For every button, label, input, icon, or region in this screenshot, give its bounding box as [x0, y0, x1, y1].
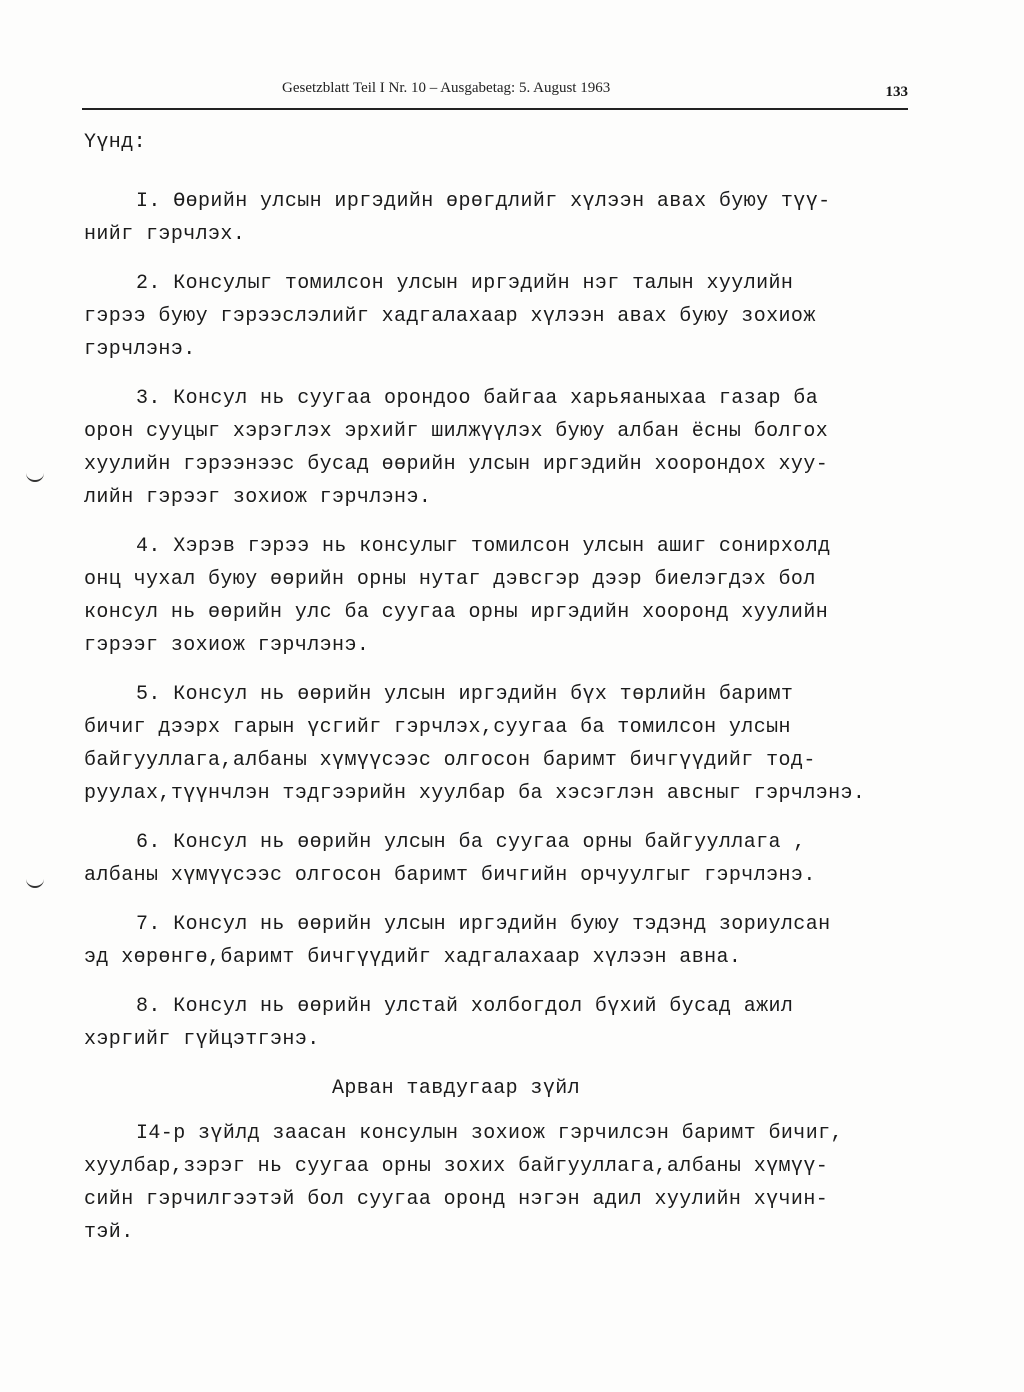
paragraph-line: 6. Консул нь өөрийн улсын ба суугаа орны байгууллага ,	[136, 831, 806, 854]
numbered-paragraph	[84, 267, 904, 366]
paragraph-line: 5. Консул нь өөрийн улсын иргэдийн бүх төрлийн баримт	[136, 683, 794, 706]
numbered-paragraph	[84, 826, 904, 892]
paragraph-line: байгууллага,албаны хүмүүсээс олгосон баримт бичгүүдийг тод-	[84, 749, 816, 772]
numbered-paragraphs	[84, 185, 904, 1056]
margin-mark	[26, 472, 44, 482]
paragraph-line: сийн гэрчилгээтэй бол суугаа оронд нэгэн адил хуулийн хүчин-	[84, 1188, 829, 1211]
paragraph-line: нийг гэрчлэх.	[84, 223, 246, 246]
paragraph-line: тэй.	[84, 1221, 134, 1244]
closing-paragraph	[84, 1117, 904, 1249]
paragraph-line: 2. Консулыг томилсон улсын иргэдийн нэг талын хуулийн	[136, 272, 794, 295]
numbered-paragraph	[84, 382, 904, 514]
header-title: Gesetzblatt Teil I Nr. 10 – Ausgabetag: 5. August 1963	[282, 80, 611, 96]
page-header	[82, 74, 908, 110]
paragraph-line: 8. Консул нь өөрийн улстай холбогдол бүхий бусад ажил	[136, 995, 794, 1018]
paragraph-line: I4-р зүйлд заасан консулын зохиож гэрчилсэн баримт бичиг,	[136, 1122, 843, 1145]
section-heading: Арван тавдугаар зүйл	[332, 1077, 581, 1100]
paragraph-line: руулах,түүнчлэн тэдгээрийн хуулбар ба хэсэглэн авсныг гэрчлэнэ.	[84, 782, 866, 805]
paragraph-line: онц чухал буюу өөрийн орны нутаг дэвсгэр дээр биелэгдэх бол	[84, 568, 816, 591]
numbered-paragraph	[84, 530, 904, 662]
paragraph-line: эд хөрөнгө,баримт бичгүүдийг хадгалахаар хүлээн авна.	[84, 946, 742, 969]
paragraph-line: гэрчлэнэ.	[84, 338, 196, 361]
paragraph-line: гэрээ буюу гэрээслэлийг хадгалахаар хүлээн авах буюу зохиож	[84, 305, 816, 328]
numbered-paragraph	[84, 908, 904, 974]
numbered-paragraph	[84, 185, 904, 251]
paragraph-line: бичиг дээрх гарын үсгийг гэрчлэх,суугаа ба томилсон улсын	[84, 716, 791, 739]
paragraph-line: орон сууцыг хэрэглэх эрхийг шилжүүлэх буюу албан ёсны болгох	[84, 420, 829, 443]
intro-text: Үүнд:	[84, 131, 147, 154]
page-number: 133	[885, 84, 908, 100]
paragraph-line: консул нь өөрийн улс ба суугаа орны иргэдийн хооронд хуулийн	[84, 601, 829, 624]
paragraph-line: лийн гэрээг зохиож гэрчлэнэ.	[84, 486, 432, 509]
numbered-paragraph	[84, 990, 904, 1056]
paragraph-line: албаны хүмүүсээс олгосон баримт бичгийн орчуулгыг гэрчлэнэ.	[84, 864, 816, 887]
numbered-paragraph	[84, 678, 904, 810]
paragraph-line: гэрээг зохиож гэрчлэнэ.	[84, 634, 370, 657]
paragraph-line: I. Өөрийн улсын иргэдийн өрөгдлийг хүлээн авах буюу түү-	[136, 190, 831, 213]
margin-mark	[26, 878, 44, 888]
paragraph-line: 4. Хэрэв гэрээ нь консулыг томилсон улсын ашиг сонирхолд	[136, 535, 831, 558]
paragraph-line: хэргийг гүйцэтгэнэ.	[84, 1028, 320, 1051]
paragraph-line: 7. Консул нь өөрийн улсын иргэдийн буюу тэдэнд зориулсан	[136, 913, 831, 936]
paragraph-line: 3. Консул нь суугаа орондоо байгаа харьяаныхаа газар ба	[136, 387, 819, 410]
paragraph-line: хуулбар,зэрэг нь суугаа орны зохих байгууллага,албаны хүмүү-	[84, 1155, 829, 1178]
document-body	[84, 126, 904, 1249]
paragraph-line: хуулийн гэрээнээс бусад өөрийн улсын иргэдийн хоорондох хуу-	[84, 453, 829, 476]
